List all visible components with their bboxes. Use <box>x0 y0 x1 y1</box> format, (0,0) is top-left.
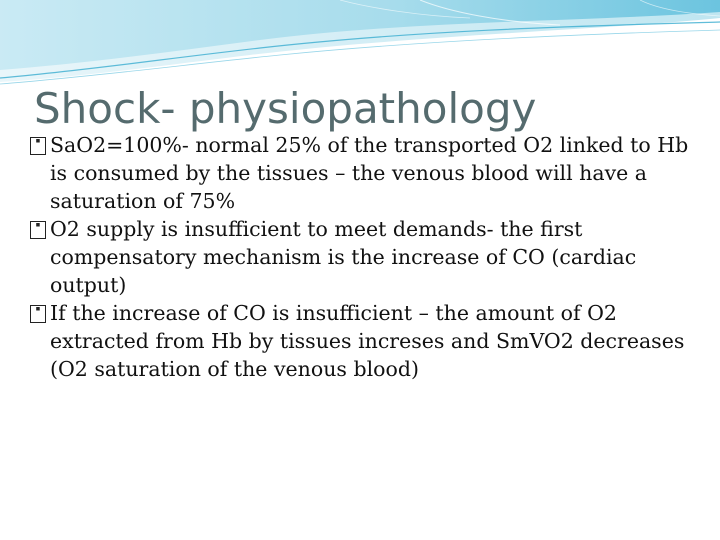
missing-glyph-icon: ▪ <box>30 305 46 323</box>
bullet-text: SaO2=100%- normal 25% of the transported O2 linked to Hb is consumed by the tissues – the venous blood will have a saturation of 75% <box>50 133 689 213</box>
bullet-item <box>30 131 710 215</box>
continuation-line: (O2 saturation of the venous blood) <box>50 357 419 381</box>
missing-glyph-icon: ▪ <box>30 221 46 239</box>
bullet-text: If the increase of CO is insufficient – the amount of O2 extracted from Hb by tissues increses and SmVO2 decreases <box>50 301 685 353</box>
bullet-item <box>30 299 710 355</box>
bullet-text: O2 supply is insufficient to meet demands- the first compensatory mechanism is the increase of CO (cardiac output) <box>50 217 637 297</box>
bullet-item <box>30 215 710 299</box>
slide-title: Shock- physiopathology <box>34 84 537 133</box>
missing-glyph-icon: ▪ <box>30 137 46 155</box>
bullet-list <box>30 131 710 383</box>
